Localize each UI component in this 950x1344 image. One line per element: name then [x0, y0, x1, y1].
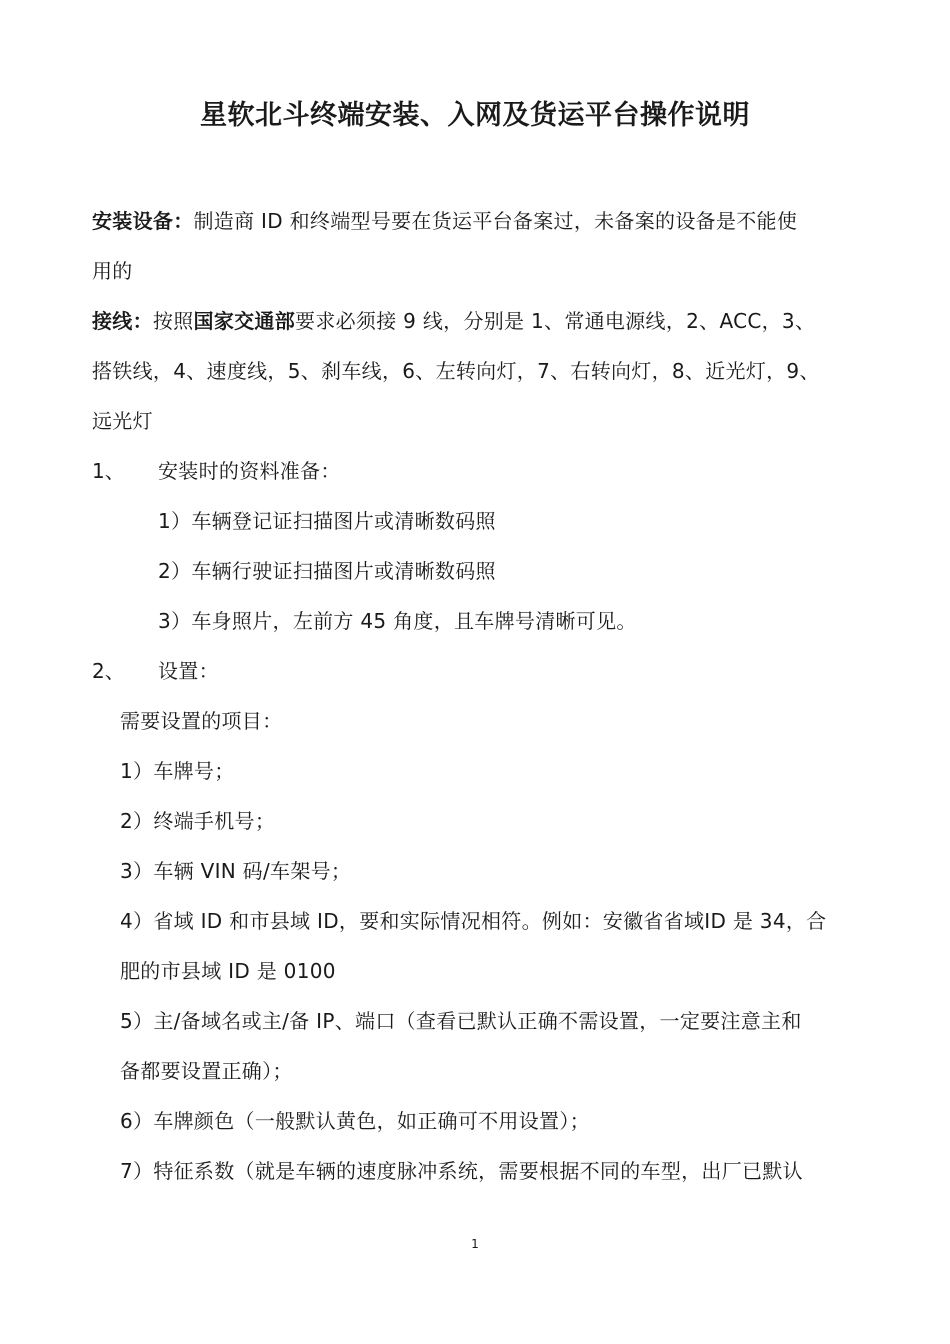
- wiring-pre: 按照: [152, 309, 194, 333]
- wiring-text-3: 远光灯: [92, 409, 153, 433]
- setting-item-region-id-line-1: 4）省域 ID 和市县域 ID，要和实际情况相符。例如：安徽省省域ID 是 34，合: [120, 909, 827, 933]
- setting-item-coefficient-line-1: 7）特征系数（就是车辆的速度脉冲系统，需要根据不同的车型，出厂已默认: [120, 1159, 803, 1183]
- section-1-item: 1）车辆登记证扫描图片或清晰数码照: [158, 509, 496, 533]
- install-paragraph-line-1: [92, 206, 797, 236]
- setting-item-region-id-line-2: 肥的市县域 ID 是 0100: [120, 959, 336, 983]
- wiring-paragraph-line-1: [92, 306, 815, 336]
- wiring-label: 接线：: [92, 309, 153, 333]
- setting-item-plate-number: 1）车牌号；: [120, 759, 235, 783]
- section-2-intro: 需要设置的项目：: [120, 709, 283, 733]
- install-text-2: 用的: [92, 259, 133, 283]
- setting-item-domain-ip-line-1: 5）主/备域名或主/备 IP、端口（查看已默认正确不需设置，一定要注意主和: [120, 1009, 802, 1033]
- install-label: 安装设备：: [92, 209, 194, 233]
- install-text-1: 制造商 ID 和终端型号要在货运平台备案过，未备案的设备是不能使: [193, 209, 798, 233]
- setting-item-plate-color: 6）车牌颜色（一般默认黄色，如正确可不用设置）；: [120, 1109, 590, 1133]
- section-2-number: 2、: [92, 659, 125, 683]
- page-number: 1: [471, 1237, 479, 1251]
- wiring-text-2: 搭铁线，4、速度线，5、刹车线，6、左转向灯，7、右转向灯，8、近光灯，9、: [92, 359, 820, 383]
- section-1-item: 2）车辆行驶证扫描图片或清晰数码照: [158, 559, 496, 583]
- section-2-heading: 设置：: [158, 659, 219, 683]
- section-1-item: 3）车身照片，左前方 45 角度，且车牌号清晰可见。: [158, 609, 637, 633]
- setting-item-terminal-phone: 2）终端手机号；: [120, 809, 276, 833]
- section-1-number: 1、: [92, 459, 125, 483]
- wiring-bold: 国家交通部: [193, 309, 296, 333]
- document-title: 星软北斗终端安装、入网及货运平台操作说明: [200, 100, 750, 131]
- setting-item-domain-ip-line-2: 备都要设置正确）；: [120, 1059, 293, 1083]
- section-1-heading: 安装时的资料准备：: [158, 459, 341, 483]
- setting-item-vin: 3）车辆 VIN 码/车架号；: [120, 859, 352, 883]
- wiring-text-1: 要求必须接 9 线，分别是 1、常通电源线，2、ACC，3、: [295, 309, 816, 333]
